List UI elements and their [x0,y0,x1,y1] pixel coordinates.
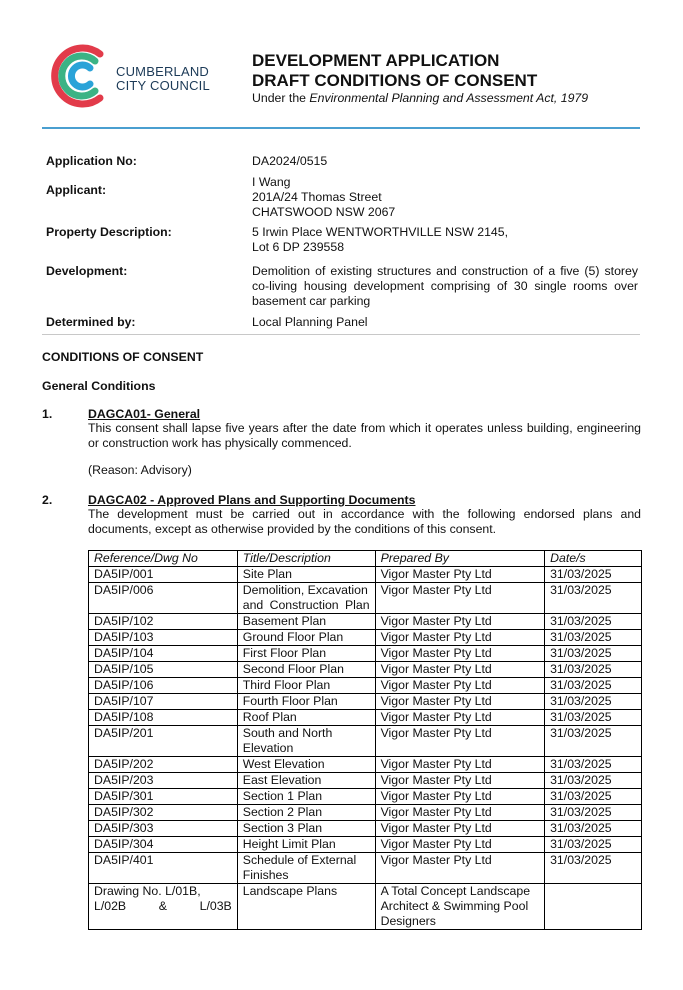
table-cell: Vigor Master Pty Ltd [375,583,545,614]
council-name [116,65,210,93]
table-row [89,821,642,837]
application-no-value: DA2024/0515 [252,154,328,168]
table-cell: 31/03/2025 [545,757,642,773]
table-cell: Vigor Master Pty Ltd [375,853,545,884]
condition-1-reason: (Reason: Advisory) [88,463,192,477]
applicant-value [252,175,638,220]
table-cell: Vigor Master Pty Ltd [375,646,545,662]
table-cell: DA5IP/001 [89,567,238,583]
table-cell: Vigor Master Pty Ltd [375,773,545,789]
document-title [252,51,537,91]
table-cell: 31/03/2025 [545,694,642,710]
applicant-line: 201A/24 Thomas Street [252,190,382,204]
table-body [89,567,642,930]
table-cell: 31/03/2025 [545,853,642,884]
subtitle-act: Environmental Planning and Assessment Act, 1979 [309,91,589,105]
council-name-line1: CUMBERLAND [116,64,210,79]
table-cell: Vigor Master Pty Ltd [375,662,545,678]
table-cell: Roof Plan [237,710,375,726]
table-cell: Drawing No. L/01B, L/02B & L/03B [89,884,238,930]
title-line2: DRAFT CONDITIONS OF CONSENT [252,71,538,90]
table-cell: 31/03/2025 [545,614,642,630]
property-line: Lot 6 DP 239558 [252,240,345,254]
table-cell: DA5IP/203 [89,773,238,789]
column-header: Date/s [545,551,642,567]
table-cell: Third Floor Plan [237,678,375,694]
table-cell: Section 3 Plan [237,821,375,837]
approved-plans-table [88,550,642,930]
table-cell: 31/03/2025 [545,821,642,837]
table-cell: Height Limit Plan [237,837,375,853]
table-cell: Second Floor Plan [237,662,375,678]
column-header: Reference/Dwg No [89,551,238,567]
table-cell: Vigor Master Pty Ltd [375,710,545,726]
table-cell: DA5IP/106 [89,678,238,694]
title-line1: DEVELOPMENT APPLICATION [252,51,500,70]
table-cell: 31/03/2025 [545,710,642,726]
table-cell: 31/03/2025 [545,662,642,678]
table-cell: Ground Floor Plan [237,630,375,646]
cumberland-council-logo-icon [48,40,110,112]
table-row [89,662,642,678]
property-label: Property Description: [46,225,172,239]
table-cell: 31/03/2025 [545,805,642,821]
table-cell [545,884,642,930]
table-cell: South and North Elevation [237,726,375,757]
table-row [89,567,642,583]
table-cell: DA5IP/102 [89,614,238,630]
table-row [89,694,642,710]
table-row [89,853,642,884]
condition-1-number: 1. [42,407,53,421]
condition-1-text: This consent shall lapse five years after the date from which it operates unless building, engineering or construction work has physically commenced. [88,421,641,450]
table-cell: 31/03/2025 [545,773,642,789]
condition-2-text: The development must be carried out in accordance with the following endorsed plans and documents, except as otherwise provided by the conditions of this consent. [88,507,641,536]
table-cell: Vigor Master Pty Ltd [375,805,545,821]
table-cell: East Elevation [237,773,375,789]
applicant-line: CHATSWOOD NSW 2067 [252,205,396,219]
table-cell: DA5IP/401 [89,853,238,884]
table-row [89,710,642,726]
table-cell: 31/03/2025 [545,837,642,853]
table-row [89,805,642,821]
column-header: Prepared By [375,551,545,567]
table-cell: DA5IP/201 [89,726,238,757]
table-row [89,614,642,630]
table-cell: Vigor Master Pty Ltd [375,821,545,837]
table-cell: Vigor Master Pty Ltd [375,757,545,773]
table-row [89,773,642,789]
table-cell: Landscape Plans [237,884,375,930]
table-cell: Vigor Master Pty Ltd [375,837,545,853]
application-no-label: Application No: [46,154,137,168]
table-cell: DA5IP/202 [89,757,238,773]
development-label: Development: [46,264,128,278]
table-cell: First Floor Plan [237,646,375,662]
table-cell: 31/03/2025 [545,726,642,757]
table-cell: 31/03/2025 [545,583,642,614]
table-cell: DA5IP/108 [89,710,238,726]
table-cell: Section 2 Plan [237,805,375,821]
table-cell: Schedule of External Finishes [237,853,375,884]
table-cell: DA5IP/304 [89,837,238,853]
table-cell: Vigor Master Pty Ltd [375,694,545,710]
property-value [252,225,638,255]
table-row [89,884,642,930]
applicant-label: Applicant: [46,183,107,197]
table-row [89,726,642,757]
table-row [89,583,642,614]
table-header-row [89,551,642,567]
table-cell: Vigor Master Pty Ltd [375,678,545,694]
table-row [89,837,642,853]
property-line: 5 Irwin Place WENTWORTHVILLE NSW 2145, [252,225,509,239]
table-cell: 31/03/2025 [545,630,642,646]
table-cell: 31/03/2025 [545,789,642,805]
table-cell: DA5IP/107 [89,694,238,710]
info-divider [42,334,640,335]
table-row [89,646,642,662]
table-cell: Fourth Floor Plan [237,694,375,710]
table-cell: 31/03/2025 [545,678,642,694]
conditions-heading: CONDITIONS OF CONSENT [42,350,204,364]
table-cell: Vigor Master Pty Ltd [375,614,545,630]
column-header: Title/Description [237,551,375,567]
table-row [89,630,642,646]
table-cell: Vigor Master Pty Ltd [375,789,545,805]
table-cell: A Total Concept Landscape Architect & Swimming Pool Designers [375,884,545,930]
condition-2-number: 2. [42,493,53,507]
table-row [89,678,642,694]
condition-2-title: DAGCA02 - Approved Plans and Supporting Documents [88,493,416,507]
table-cell: Vigor Master Pty Ltd [375,726,545,757]
applicant-line: I Wang [252,175,291,189]
table-cell: DA5IP/105 [89,662,238,678]
table-cell: 31/03/2025 [545,567,642,583]
council-name-line2: CITY COUNCIL [116,78,210,93]
table-cell: Vigor Master Pty Ltd [375,630,545,646]
table-cell: DA5IP/006 [89,583,238,614]
table-cell: DA5IP/103 [89,630,238,646]
table-cell: Section 1 Plan [237,789,375,805]
condition-1-title: DAGCA01- General [88,407,201,421]
table-cell: DA5IP/301 [89,789,238,805]
table-cell: Demolition, Excavation and Construction Plan [237,583,375,614]
table-cell: DA5IP/104 [89,646,238,662]
table-row [89,757,642,773]
general-conditions-heading: General Conditions [42,379,156,393]
header-rule [42,127,640,129]
table-cell: DA5IP/302 [89,805,238,821]
development-value: Demolition of existing structures and construction of a five (5) storey co-living housing development comprising of 30 single rooms over basement car parking [252,264,638,308]
table-cell: Site Plan [237,567,375,583]
table-row [89,789,642,805]
determined-value: Local Planning Panel [252,315,368,329]
table-cell: Basement Plan [237,614,375,630]
determined-label: Determined by: [46,315,136,329]
table-cell: 31/03/2025 [545,646,642,662]
subtitle-prefix: Under the [252,91,310,105]
table-cell: DA5IP/303 [89,821,238,837]
table-cell: West Elevation [237,757,375,773]
table-cell: Vigor Master Pty Ltd [375,567,545,583]
document-subtitle [252,91,588,105]
